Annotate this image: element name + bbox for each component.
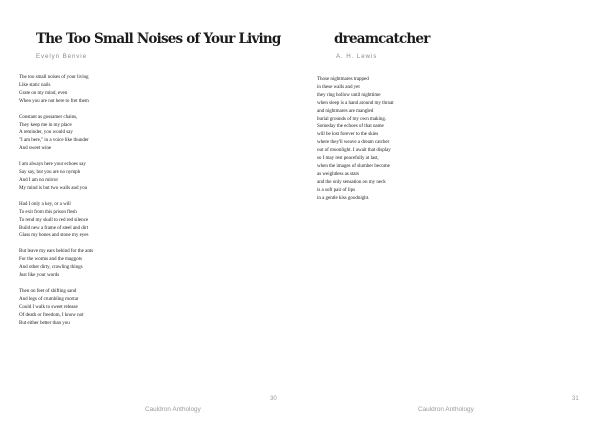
poem-body bbox=[317, 76, 467, 211]
poem-line: when the images of slumber become bbox=[317, 162, 390, 169]
poem-line: so I may rest peacefully at last, bbox=[317, 155, 379, 162]
page-number: 30 bbox=[270, 396, 277, 402]
poem-line: in a gentle kiss goodnight. bbox=[317, 194, 370, 201]
poem-line: will be lost forever to the skies bbox=[317, 131, 379, 138]
poem-line: "I am here," in a voice like thunder bbox=[19, 137, 89, 144]
poem-line: But either better than you bbox=[19, 319, 70, 326]
stanza bbox=[19, 201, 159, 241]
poem-line: My mind is but two walls and you bbox=[19, 184, 88, 191]
poem-line: And legs of crumbling mortar bbox=[19, 295, 79, 302]
stanza bbox=[317, 76, 467, 203]
poem-line: is a soft pair of lips bbox=[317, 186, 356, 193]
poem-line: as weightless as stars bbox=[317, 170, 360, 177]
poem-line: Those nightmares trapped bbox=[317, 76, 369, 82]
poem-line: And I am no mirror bbox=[19, 176, 58, 183]
stanza bbox=[19, 114, 159, 154]
poem-author: A. H. Lewis bbox=[336, 53, 378, 60]
stanza bbox=[19, 161, 159, 193]
poem-line: They keep me in my place bbox=[19, 121, 72, 128]
poem-line: in these walls and yet bbox=[317, 83, 360, 90]
poem-line: The too small noises of your living bbox=[19, 74, 89, 80]
stanza bbox=[19, 288, 159, 328]
poem-author: Evelyn Benvie bbox=[36, 53, 87, 60]
poem-line: Someday the echoes of that name bbox=[317, 123, 384, 130]
poem-line: I am always here your echoes say bbox=[19, 161, 86, 168]
poem-line: out of moonlight. I await that display bbox=[317, 147, 391, 154]
stanza bbox=[19, 74, 159, 106]
poem-line: where they'll weave a dream catcher bbox=[317, 139, 390, 146]
poem-line: burial grounds of my own making. bbox=[317, 115, 387, 122]
poem-line: Of death or freedom, I know not bbox=[19, 311, 84, 318]
poem-line: Had I only a key, or a will bbox=[19, 200, 71, 207]
poem-line: Build new a frame of steel and dirt bbox=[19, 224, 89, 231]
poem-line: Grate on my mind, even bbox=[19, 89, 68, 96]
poem-line: Just like your words bbox=[19, 272, 60, 279]
poem-line: when sleep is a hand around my throat bbox=[317, 99, 394, 106]
poem-line: And other dirty, crawling things bbox=[19, 264, 83, 271]
poem-line: and nightmares are mangled bbox=[317, 107, 374, 114]
poem-line: Glass my bones and stone my eyes bbox=[19, 232, 89, 239]
poem-title: The Too Small Noises of Your Living bbox=[36, 31, 281, 47]
poem-line: A reminder, you would say bbox=[19, 129, 73, 136]
poem-line: But leave my ears behind for the ants bbox=[19, 248, 94, 255]
poem-line: And sweet wine bbox=[19, 145, 52, 152]
poem-line: Constant as gossamer chains, bbox=[19, 113, 78, 120]
poem-line: To exit from this prison flesh bbox=[19, 208, 77, 215]
poem-line: Then on feet of shifting sand bbox=[19, 287, 77, 294]
poem-line: and the only sensation on my neck bbox=[317, 178, 386, 185]
right-page bbox=[300, 0, 600, 424]
poem-line: Could I walk to sweet release bbox=[19, 303, 78, 310]
poem-line: Say say, but you are no nymph bbox=[19, 169, 81, 176]
page-footer: Cauldron Anthology bbox=[418, 406, 474, 413]
poem-line: they ring hollow until nighttime bbox=[317, 91, 381, 98]
page-footer: Cauldron Anthology bbox=[145, 406, 201, 413]
poem-line: Like static nails bbox=[19, 81, 51, 88]
page-number: 31 bbox=[572, 396, 579, 402]
poem-title: dreamcatcher bbox=[334, 31, 430, 47]
stanza bbox=[19, 248, 159, 280]
poem-body bbox=[19, 74, 159, 335]
poem-line: To rend my skull to red red silence bbox=[19, 216, 89, 223]
poem-line: For the worms and the maggots bbox=[19, 256, 82, 263]
poem-line: When you are not here to fret them bbox=[19, 97, 89, 104]
